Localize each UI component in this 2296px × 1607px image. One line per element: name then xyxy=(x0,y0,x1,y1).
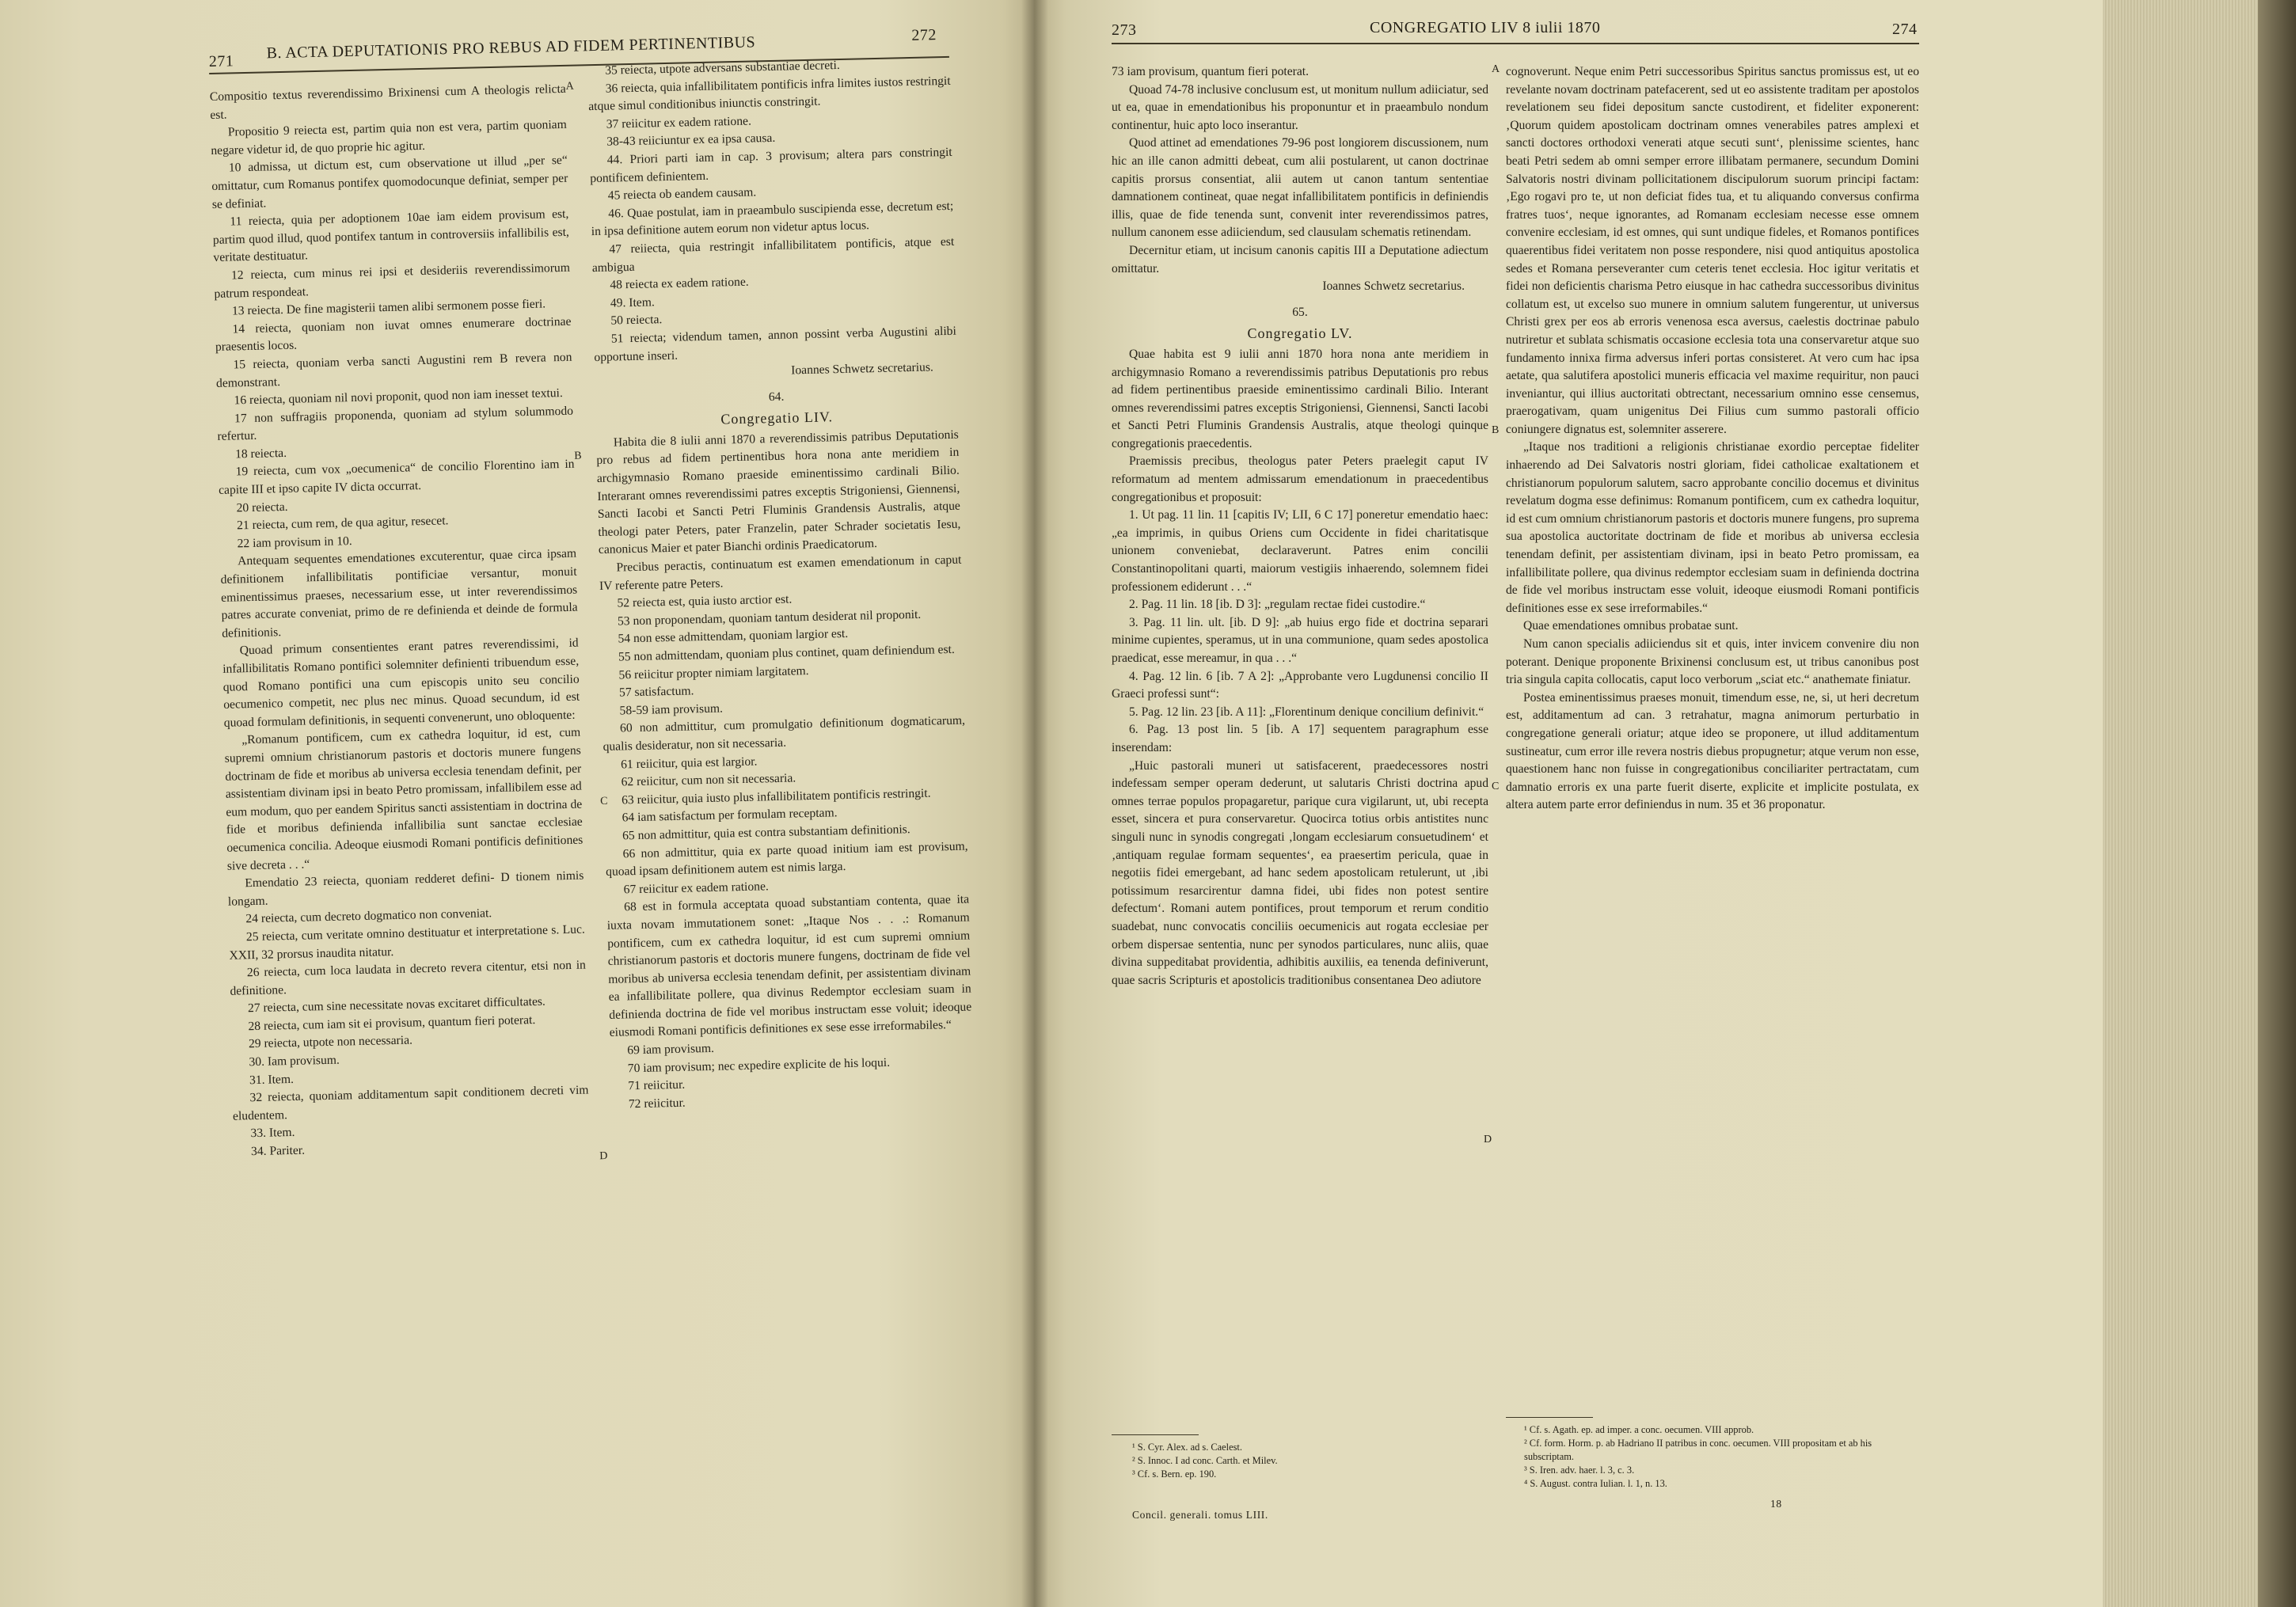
paragraph: Propositio 9 reiecta est, partim quia non est vera, partim quoniam negare videtur id, de quo proprie hic agitur. xyxy=(211,117,567,158)
paragraph: 44. Priori parti iam in cap. 3 provisum; altera pars constringit pontificem definientem. xyxy=(590,145,952,185)
section-heading: Congregatio LV. xyxy=(1247,325,1353,342)
paragraph: 49. Item. xyxy=(610,295,655,310)
paragraph: Decernitur etiam, ut incisum canonis capitis III a Deputatione adiectum omittatur. xyxy=(1112,243,1488,275)
right-column-1 xyxy=(1112,63,1488,990)
paragraph: Antequam sequentes emendationes excuterentur, quae circa ipsam definitionem infallibilitatis pontificiae versantur, monuit eminentissimus praeses, necessarium esse, ut inter reverendissimos patres accurate conveniat, primo de re definienda et deinde de formula definitionis. xyxy=(220,547,578,640)
paragraph: 24 reiecta, cum decreto dogmatico non conveniat. xyxy=(245,906,492,926)
footnote: ⁴ S. August. contra Iulian. l. 1, n. 13. xyxy=(1524,1478,1667,1489)
page-number-271: 271 xyxy=(208,52,234,71)
paragraph: 5. Pag. 12 lin. 23 [ib. A 11]: „Florentinum denique concilium definivit.“ xyxy=(1129,705,1484,719)
margin-letter-d: D xyxy=(1484,1134,1492,1145)
right-col2-footnotes xyxy=(1524,1423,1920,1491)
paragraph: Quae habita est 9 iulii anni 1870 hora nona ante meridiem in archigymnasio Romano a reverendissimis patribus Deputationis pro rebus ad fidem pertinentibus praeside eminentissimo cardinali Bilio. Interant omnes reverendissimi patres exceptis Strigoniensi, Giennensi, Sancti Iacobi et Sancti Petri Fluminis Grandensis Australis, atque theologi quinque congregationis praecedentis. xyxy=(1112,347,1488,450)
paragraph: 26 reiecta, cum loca laudata in decreto revera citentur, etsi non in definitione. xyxy=(230,958,587,998)
paragraph: 1. Ut pag. 11 lin. 11 [capitis IV; LII, 6 C 17] poneretur emendatio haec: „ea imprimis, in quibus Oriens cum Occidente in fidei charitatisque unionem conveniebat, declaraverunt. Patres enim concilii Constantinopolitani quarti, maiorum vestigiis inhaerendo, solemnem fidei professionem ediderunt . . .“ xyxy=(1112,508,1488,594)
paragraph: 17 non suffragiis proponenda, quoniam ad stylum solummodo refertur. xyxy=(217,404,574,444)
paragraph: Quae emendationes omnibus probatae sunt. xyxy=(1523,619,1739,633)
paragraph: 71 reiicitur. xyxy=(628,1077,686,1093)
paragraph: 46. Quae postulat, iam in praeambulo suscipienda esse, decretum est; in ipsa definitione autem eorum non videtur aptus locus. xyxy=(591,199,954,239)
paragraph: 58-59 iam provisum. xyxy=(619,701,724,718)
paragraph: 33. Item. xyxy=(250,1126,295,1141)
footnote: ³ Cf. s. Bern. ep. 190. xyxy=(1132,1468,1217,1480)
paragraph: 30. Iam provisum. xyxy=(249,1053,340,1069)
paragraph: 34. Pariter. xyxy=(250,1143,306,1159)
paragraph: 65 non admittitur, quia est contra substantiam definitionis. xyxy=(622,822,910,843)
paragraph: 37 reiicitur ex eadem ratione. xyxy=(606,114,752,131)
paragraph: Precibus peractis, continuatum est examen emendationum in caput IV referente patre Peters. xyxy=(599,553,962,593)
paragraph: 52 reiecta est, quia iusto arctior est. xyxy=(617,592,793,610)
paragraph: 6. Pag. 13 post lin. 5 [ib. A 17] sequentem paragraphum esse inserendam: xyxy=(1112,723,1488,754)
footnote-rule xyxy=(1112,1434,1199,1435)
paragraph: 55 non admittendam, quoniam plus continet, quam definiendum est. xyxy=(618,642,955,664)
paragraph: 3. Pag. 11 lin. ult. [ib. D 9]: „ab huius ergo fide et doctrina separari minime cupientes, speramus, ut in una communione, quam sedes apostolica praedicat, esse mereamur, in qua . . .“ xyxy=(1112,615,1488,665)
paragraph: 61 reiicitur, quia est largior. xyxy=(620,754,758,772)
paragraph: 56 reiicitur propter nimiam largitatem. xyxy=(618,663,809,682)
paragraph: 2. Pag. 11 lin. 18 [ib. D 3]: „regulam rectae fidei custodire.“ xyxy=(1129,598,1426,612)
paragraph: 19 reiecta, cum vox „oecumenica“ de concilio Florentino iam in capite III et ipso capite IV dicta occurrat. xyxy=(218,458,575,497)
paragraph: 32 reiecta, quoniam additamentum sapit conditionem decreti vim eludentem. xyxy=(232,1083,589,1123)
paragraph: Quod attinet ad emendationes 79-96 post longiorem discussionem, num hic an ille canon admitti debeat, cum alii postularent, ut canon doctrinae capitis prorsus consentiat, alii autem ut canon tantum sententiae damnationem contineat, quae negat infallibilitatem pontificis in definiendis illis, quae de fide tenenda sunt, convenit inter reverendissimos patres, nullum canonem esse adiiciendum, sed clausulam schematis retinendam. xyxy=(1112,136,1488,240)
footnote: ² Cf. form. Horm. p. ab Hadriano II patribus in conc. oecumen. VIII propositam et ab his subscriptam. xyxy=(1524,1438,1872,1462)
volume-signature: Concil. generali. tomus LIII. xyxy=(1132,1509,1268,1521)
paragraph: cognoverunt. Neque enim Petri successoribus Spiritus sanctus promissus est, ut eo revelante novam doctrinam patefacerent, sed ut eo assistente traditam per apostolos revelationem seu fidei depositum sancte custodirent, et fideliter exponerent: ‚Quorum quidem apostolicam doctrinam omnes venerabiles patres amplexi et sancti doctores orthodoxi venerati atque secuti sunt‘, plenissime scientes, hanc beati Petri sedem ab omni semper errore illibatam permanere, secundum Domini Salvatoris nostri divinam pollicitationem discipulorum suorum principi factam: ‚Ego rogavi pro te, ut non deficiat fides tua, et tu aliquando conversus confirma fratres tuos‘, neque ignorantes, ad Romanam ecclesiam necesse esse omnem convenire ecclesiam, id est omnes, qui sunt undique fideles, et Romanos pontifices quaerentibus fidei veritatem non posse respondere, nisi quod antiquitus apostolica sedes et Romana perseveranter cum ceteris tenet ecclesia. Hoc igitur veritatis et fidei non deficientis charisma Petro eiusque in hac cathedra successoribus divinitus collatum est, ut excelso suo munere in omnium salutem fungerentur, ut universus Christi grex per eos ab erroris venenosa esca aversus, caelestis doctrinae pabulo nutriretur et sublata schismatis occasione ecclesia tota una conservaretur atque suo fundamento innixa firma adversus inferi portas consisteret. At vero cum hac ipsa aetate, qua salutifera apostolici muneris efficacia vel maxime requiritur, non pauci inveniantur, qui illius auctoritati obtrectant, necessarium omnino esse censemus, praerogativam, quam unigenitus Dei Filius cum summo pastorali officio coniungere dignatus est, solemniter asserere. xyxy=(1506,65,1919,436)
paragraph: 22 iam provisum in 10. xyxy=(237,534,352,551)
paragraph: 11 reiecta, quia per adoptionem 10ae iam eidem provisum est, partim quod illud, quod pontifex tantum in controversiis infallibilis est, veritate destituatur. xyxy=(212,207,570,265)
paragraph: 25 reiecta, cum veritate omnino destituatur et interpretatione s. Luc. XXII, 32 prorsus inaudita nitatur. xyxy=(229,922,586,963)
left-running-head: B. ACTA DEPUTATIONIS PRO REBUS AD FIDEM PERTINENTIBUS xyxy=(266,33,756,63)
page-number-273: 273 xyxy=(1112,21,1137,39)
footnote-rule xyxy=(1506,1417,1593,1418)
secretary-signature: Ioannes Schwetz secretarius. xyxy=(1322,279,1465,294)
paragraph: 50 reiecta. xyxy=(610,313,663,328)
paragraph: 73 iam provisum, quantum fieri poterat. xyxy=(1112,65,1310,78)
paragraph: Quoad 74-78 inclusive conclusum est, ut monitum nullum adiiciatur, sed ut ea, quae in emendationibus his proponuntur et in praeambulo nondum continentur, huic apto loco inserantur. xyxy=(1112,82,1488,132)
margin-letter-a: A xyxy=(1492,63,1500,75)
paragraph: 72 reiicitur. xyxy=(628,1096,686,1111)
footnote: ¹ S. Cyr. Alex. ad s. Caelest. xyxy=(1132,1442,1242,1453)
secretary-signature: Ioannes Schwetz secretarius. xyxy=(790,360,934,378)
paragraph: 51 reiecta; videndum tamen, annon possint verba Augustini alibi opportune inseri. xyxy=(594,324,956,364)
paragraph: 18 reiecta. xyxy=(234,446,287,462)
paragraph: 29 reiecta, utpote non necessaria. xyxy=(248,1033,413,1051)
margin-letter-c: C xyxy=(1492,781,1500,792)
paragraph: Num canon specialis adiiciendus sit et quis, inter invicem convenire diu non poterant. Denique proponente Brixinensi conclusum est, ut tribus canonibus post tria singula capita collocatis, caput loco verborum „sciat etc.“ anathemate finiatur. xyxy=(1506,637,1919,687)
paragraph: 66 non admittitur, quia ex parte quoad initium iam est provisum, quoad ipsam definitionem autem est nimis larga. xyxy=(605,839,968,879)
footnote: ¹ Cf. s. Agath. ep. ad imper. a conc. oecumen. VIII approb. xyxy=(1524,1424,1754,1435)
paragraph: 16 reiecta, quoniam nil novi proponit, quod non iam inesset textui. xyxy=(234,386,563,408)
paragraph: 68 est in formula acceptata quoad substantiam contenta, quae ita iuxta novam immutationem sonet: „Itaque Nos . . .: Romanum pontificem, cum ex cathedra loquitur, id est cum supremi omnium christianorum pastoris et doctoris munere fungens, doctrinam de fide vel moribus ab universa ecclesia tenendam definit, per assistentiam divinam ea infallibilitate pollere, qua divinus Redemptor ecclesiam suam in definienda doctrina de fide vel moribus instructam esse voluit; ideoque eiusmodi Romani pontificis definitiones ex sese esse irreformabiles.“ xyxy=(606,892,972,1040)
paragraph: Quoad primum consentientes erant patres reverendissimi, id infallibilitatis Romano pontifici solemniter definienti tribuendum esse, quod Romano pontifici una cum episcopis unito seu concilio oecumenico competit, nec plus nec minus. Quoad secundum, id est quoad formulam definitionis, in sequenti convenerunt, uno obloquente: xyxy=(222,636,580,730)
paragraph: 62 reiicitur, cum non sit necessaria. xyxy=(621,771,796,789)
section-number: 64. xyxy=(768,389,785,404)
section-number: 65. xyxy=(1292,305,1308,319)
paragraph: 28 reiecta, cum iam sit ei provisum, quantum fieri poterat. xyxy=(248,1012,536,1034)
signature-mark: 18 xyxy=(1770,1498,1782,1510)
paragraph: 57 satisfactum. xyxy=(618,684,694,700)
paragraph: 13 reiecta. De fine magisterii tamen alibi sermonem posse fieri. xyxy=(231,297,546,318)
paragraph: 4. Pag. 12 lin. 6 [ib. 7 A 2]: „Approbante vero Lugdunensi concilio II Graeci professi sunt“: xyxy=(1112,669,1488,701)
footnote: ² S. Innoc. I ad conc. Carth. et Milev. xyxy=(1132,1455,1278,1466)
margin-letter-b: B xyxy=(574,450,582,462)
page-number-274: 274 xyxy=(1892,21,1918,38)
margin-letter-d: D xyxy=(599,1149,608,1163)
paragraph: 35 reiecta, utpote adversans substantiae decreti. xyxy=(605,58,840,78)
footnote: ³ S. Iren. adv. haer. l. 3, c. 3. xyxy=(1524,1465,1635,1476)
paragraph: 70 iam provisum; nec expedire explicite de his loqui. xyxy=(627,1055,891,1076)
margin-letter-b: B xyxy=(1492,424,1500,436)
paragraph: 14 reiecta, quoniam non iuvat omnes enumerare doctrinae praesentis locos. xyxy=(215,314,572,355)
paragraph: Praemissis precibus, theologus pater Peters praelegit caput IV reformatum ad mentem admissarum emendationum in praecedentibus congregationibus et proposuit: xyxy=(1112,454,1488,504)
paragraph: 67 reiicitur ex eadem ratione. xyxy=(623,879,769,897)
right-running-head: CONGREGATIO LIV 8 iulii 1870 xyxy=(1370,19,1601,36)
paragraph: „Romanum pontificem, cum ex cathedra loquitur, id est, cum supremi omnium christianorum pastoris et doctoris munere fungens doctrinam de fide et moribus ab universa ecclesia tenendam definit, per assistentiam divinam ipsi in beato Petro promissam, infallibilem esse ad eum modum, quo per eandem Spiritus sancti assistentiam in doctrina de fide et moribus definienda infallibilia sunt sanctae ecclesiae oecumenica concilia. Adeoque eiusmodi Romani pontificis definitiones sive decreta . . .“ xyxy=(224,725,584,873)
page-number-272: 272 xyxy=(911,26,937,44)
paragraph: 48 reiecta ex eadem ratione. xyxy=(610,275,749,292)
paragraph: 47 reiiecta, quia restringit infallibilitatem pontificis, atque est ambigua xyxy=(591,234,955,275)
paragraph: 27 reiecta, cum sine necessitate novas excitaret difficultates. xyxy=(247,994,546,1016)
header-rule xyxy=(1112,43,1919,44)
paragraph: 64 iam satisfactum per formulam receptam. xyxy=(622,806,838,825)
paragraph: 20 reiecta. xyxy=(236,500,288,515)
section-heading: Congregatio LIV. xyxy=(720,408,834,427)
paragraph: 63 reiicitur, quia iusto plus infallibilitatem pontificis restringit. xyxy=(621,786,931,807)
paragraph: 15 reiecta, quoniam verba sancti Augustini rem B revera non demonstrant. xyxy=(215,350,572,390)
paragraph: „Huic pastorali muneri ut satisfacerent, praedecessores nostri indefessam semper operam dederunt, ut salutaris Christi doctrina apud omnes terrae populos propagaretur, parique cura vigilarunt, ut, ubi recepta esset, sincera et pura conservaretur. Quocirca totius orbis antistites nunc singuli nunc in synodis congregati ‚longam ecclesiarum consuetudinem‘ et ‚antiquam regulae formam sequentes‘, ea praesertim pericula, quae in negotiis fidei emergebant, ad hanc sedem apostolicam retulerunt, ut ‚ibi potissimum resarcirentur damna fidei, ubi fides non potest sentire defectum‘. Romani autem pontifices, prout temporum et rerum conditio suadebat, nunc convocatis conciliis oecumenicis aut rogata ecclesiae per orbem dispersae sententia, nunc per synodos particulares, nunc aliis, quae divina suppeditabat providentia, adhibitis auxiliis, ea tenenda definiverunt, quae sacris Scripturis et apostolicis traditionibus consentanea Deo adiutore xyxy=(1112,758,1488,987)
paragraph: 12 reiecta, cum minus rei ipsi et desideriis reverendissimorum patrum respondeat. xyxy=(214,260,571,301)
paragraph: 36 reiecta, quia infallibilitatem pontificis infra limites iustos restringit atque simul conditionibus iniunctis constringit. xyxy=(588,74,951,114)
paragraph: 38-43 reiiciuntur ex ea ipsa causa. xyxy=(606,131,776,150)
paragraph: 54 non esse admittendam, quoniam largior est. xyxy=(618,627,849,646)
paragraph: 31. Item. xyxy=(249,1072,295,1087)
paragraph: Habita die 8 iulii anni 1870 a reverendissimis patribus Deputationis pro rebus ad fidem pertinentibus hora nona ante meridiem in archigymnasio Romano praeside eminentissimo cardinali Bilio. Interarant omnes reverendissimi patres exceptis Strigoniensi, Giennensi, Sancti Iacobi et Sancti Petri Fluminis Grandensis Australis, atque theologi pater Peters, pater Franzelin, pater Schrader societatis Iesu, canonicus Maier et pater Bianchi ordinis Praedicatorum. xyxy=(596,427,961,557)
right-col1-footnotes xyxy=(1132,1441,1481,1481)
paragraph: 21 reiecta, cum rem, de qua agitur, resecet. xyxy=(236,514,449,533)
margin-letter-a: A xyxy=(565,80,574,93)
paragraph: 69 iam provisum. xyxy=(627,1041,715,1058)
paragraph: 60 non admittitur, cum promulgatio definitionum dogmaticarum, qualis desideratur, non sit necessaria. xyxy=(603,713,966,754)
paragraph: „Itaque nos traditioni a religionis christianae exordio perceptae fideliter inhaerendo ad Dei Salvatoris nostri gloriam, fidei catholicae exaltationem et christianorum populorum salutem, sacro approbante concilio docemus et divinitus revelatum dogma esse definimus: Romanum pontificem, cum ex cathedra loquitur, id est cum omnium christianorum pastoris et doctoris munere fungens, pro suprema sua apostolica auctoritate doctrinam de fide et moribus ab universa ecclesia tenendam definit, per assistentiam divinam, ipsi in beato Petro promissam, ea infallibilitate pollere, qua divinus redemptor ecclesiam suam in definienda doctrina de fide vel moribus instructam esse voluit, ideoque eiusmodi Romani pontificis definitiones esse ex sese irreformabiles.“ xyxy=(1506,440,1919,615)
paragraph: Postea eminentissimus praeses monuit, timendum esse, ne, si, ut heri decretum est, additamentum ad can. 3 retrahatur, magna animorum perturbatio in congregatione generali oriatur; atque ideo se proponere, ut illud additamentum sustineatur, cum error ille revera nostris diebus propugnetur; atque verum non esse, quaestionem hanc non fuisse in congregationibus conciliariter pertractatam, cum damnatio erroris ex una parte fuerit diserte, explicite et implicite postulata, ex altera autem parte error definiendus in num. 35 et 36 proponatur. xyxy=(1506,690,1919,812)
paragraph: 53 non proponendam, quoniam tantum desiderat nil proponit. xyxy=(617,607,922,629)
paragraph: Compositio textus reverendissimo Brixinensi cum A theologis relicta est. xyxy=(209,82,566,122)
margin-letter-c: C xyxy=(599,795,608,808)
paragraph: 10 admissa, ut dictum est, cum observatione ut illud „per se“ omittatur, cum Romanus pontifex quomodocunque definiat, semper per se definiat. xyxy=(211,154,568,211)
right-column-2 xyxy=(1506,63,1919,815)
paragraph: 45 reiecta ob eandem causam. xyxy=(607,185,757,203)
paragraph: Emendatio 23 reiecta, quoniam redderet defini- D tionem nimis longam. xyxy=(227,868,584,909)
